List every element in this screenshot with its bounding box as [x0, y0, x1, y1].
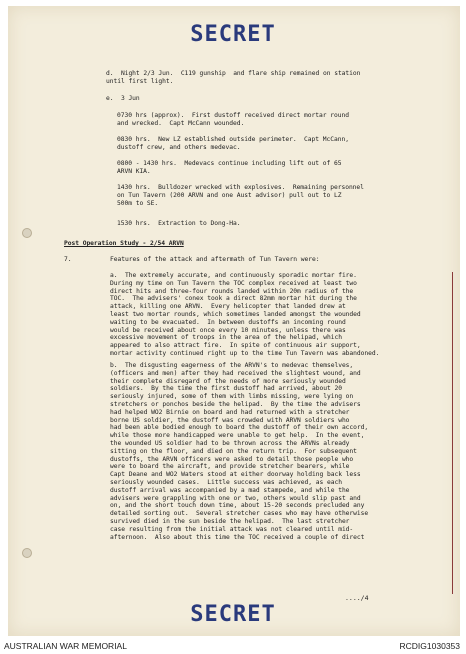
para-7b: b. The disgusting eagerness of the ARVN's to medevac themselves, (officers and men) after they had received the slightest wound, and their complete disregard of the needs of more seriously wounded soldiers. By the time the first dustoff had arrived, about 20 seriously injured, some of them with limbs missing, were lying on stretchers or ponchos beside the helipad. By the time the advisers had helped WO2 Birnie on board and had returned with a stretcher borne US soldier, the dustoff was crowded with ARVN soldiers who had been able bodied enough to board the dustoff of their own accord, while those more handicapped were unable to get help. In the event, the wounded US soldier had to be thrown across the ARVNs already sitting on the floor, and died on the return trip. For subsequent dustoffs, the ARVN officers were asked to detail those people who were to board the aircraft, and provide stretcher bearers, while Capt Deane and WO2 Waters stood at either doorway holding back less seriously wounded cases. Little success was achieved, as each dustoff arrival was accompanied by a mad stampede, and while the advisers were grappling with one or two, others would slip past and on, and the short touch down time, about 15-20 seconds precluded any detailed sorting out. Several stretcher cases who may have otherwise survived died in the sun beside the helipad. The last stretcher case resulting from the initial attack was not cleared until mid- afternoon. Also about this time the TOC received a couple of direct — [110, 362, 369, 541]
margin-line — [452, 272, 453, 594]
punch-hole — [22, 228, 32, 238]
footer — [0, 638, 466, 654]
footer-id: RCDIG1030353 — [399, 641, 460, 651]
entry-d: d. Night 2/3 Jun. C119 gunship and flare ship remained on station until first light. — [106, 70, 361, 85]
entry-e-label: e. 3 Jun — [106, 95, 140, 102]
page-continuation: ..../4 — [345, 594, 369, 602]
entry-e-0830: 0830 hrs. New LZ established outside perimeter. Capt McCann, dustoff crew, and others medevac. — [117, 136, 349, 151]
para-7a: a. The extremely accurate, and continuously sporadic mortar fire. During my time on Tun Tavern the TOC complex received at least two direct hits and three-four rounds landed within 20m radius of the TOC. The advisers' conex took a direct 82mm mortar hit during the attack, killing one ARVN. Every helicopter that landed drew at least two mortar rounds, which sometimes landed amongst the wounded waiting to be evacuated. In between dustoffs an incoming round would be received about once every 10 minutes, unless there was excessive movement of troops in the area of the helipad, which appeared to also attract fire. In spite of continuous air support, mortar activity continued right up to the time Tun Tavern was abandoned. — [110, 272, 380, 357]
entry-e-0800: 0800 - 1430 hrs. Medevacs continue including lift out of 65 ARVN KIA. — [117, 160, 342, 175]
punch-hole — [22, 548, 32, 558]
entry-e-0730: 0730 hrs (approx). First dustoff received direct mortar round and wrecked. Capt McCann wounded. — [117, 112, 349, 127]
entry-e-1430: 1430 hrs. Bulldozer wrecked with explosives. Remaining personnel on Tun Tavern (200 ARVN and one Aust advisor) pull out to LZ 500m to SE. — [117, 184, 364, 207]
secret-stamp-top: SECRET — [190, 22, 276, 47]
entry-e-1530: 1530 hrs. Extraction to Dong-Ha. — [117, 220, 241, 227]
section-heading: Post Operation Study - 2/54 ARVN — [64, 240, 184, 247]
footer-source: AUSTRALIAN WAR MEMORIAL — [4, 641, 127, 651]
para-7-intro: Features of the attack and aftermath of Tun Tavern were: — [110, 256, 320, 263]
secret-stamp-bottom: SECRET — [190, 602, 276, 627]
para-7-number: 7. — [64, 256, 72, 263]
